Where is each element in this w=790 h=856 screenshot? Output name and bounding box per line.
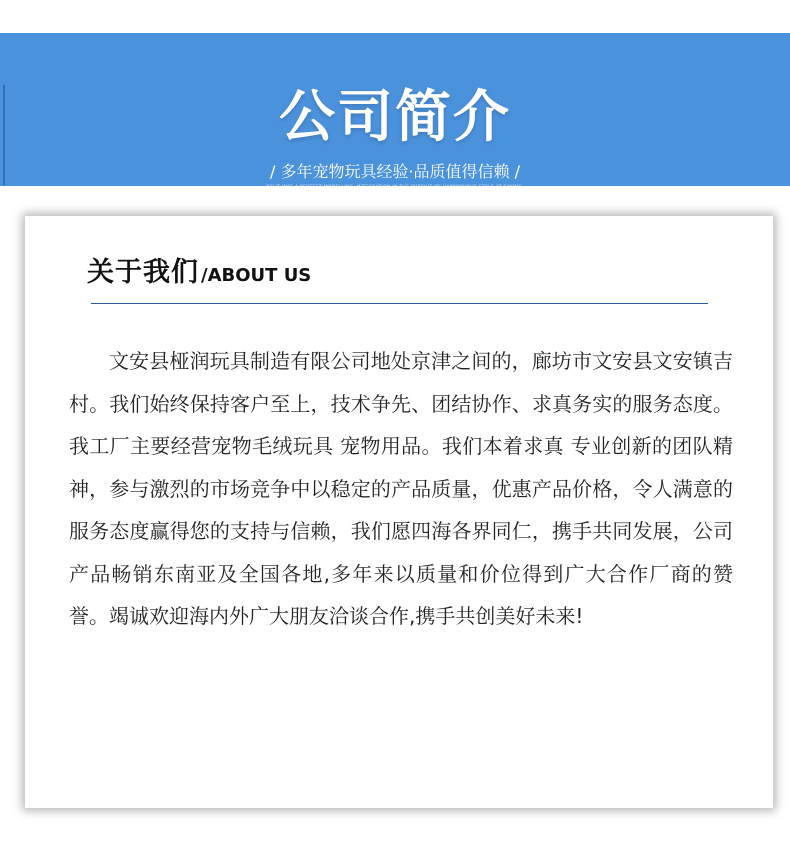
banner-subtitle: / 多年宠物玩具经验·品质值得信赖 / xyxy=(269,162,521,181)
banner-edge-line xyxy=(3,85,5,185)
about-card xyxy=(25,216,773,808)
company-description: 文安县桠润玩具制造有限公司地处京津之间的，廊坊市文安县文安镇吉村。我们始终保持客户至上，技术争先、团结协作、求真务实的服务态度。我工厂主要经营宠物毛绒玩具 宠物用品。我们本着求真 专业创新的团队精神，参与激烈的市场竞争中以稳定的产品质量，优惠产品价格，令人满意的服务态度赢得您的支持与信赖，我们愿四海各界同仁，携手共同发展，公司产品畅销东南亚及全国各地,多年来以质量和价位得到广大合作厂商的赞誉。竭诚欢迎海内外广大朋友洽谈合作,携手共创美好未来! xyxy=(69,349,733,628)
about-title-en: /ABOUT US xyxy=(201,265,312,286)
heading-divider xyxy=(91,303,708,304)
header-banner xyxy=(0,33,790,196)
about-title-cn: 关于我们 xyxy=(87,257,199,288)
banner-fine-print: BELIT WAS A PERFECT MODELLING, INTEGRATION IN THE PURSUIT OF HARMONIOUS STYLE AT SAYING, DESTINATION AND OTHER FUNCTIONS TO SSP VISUAL BEAUTY SIMPLICITY, ACHIEVING xyxy=(266,185,524,196)
banner-title: 公司简介 xyxy=(279,85,511,150)
about-heading xyxy=(87,250,311,289)
